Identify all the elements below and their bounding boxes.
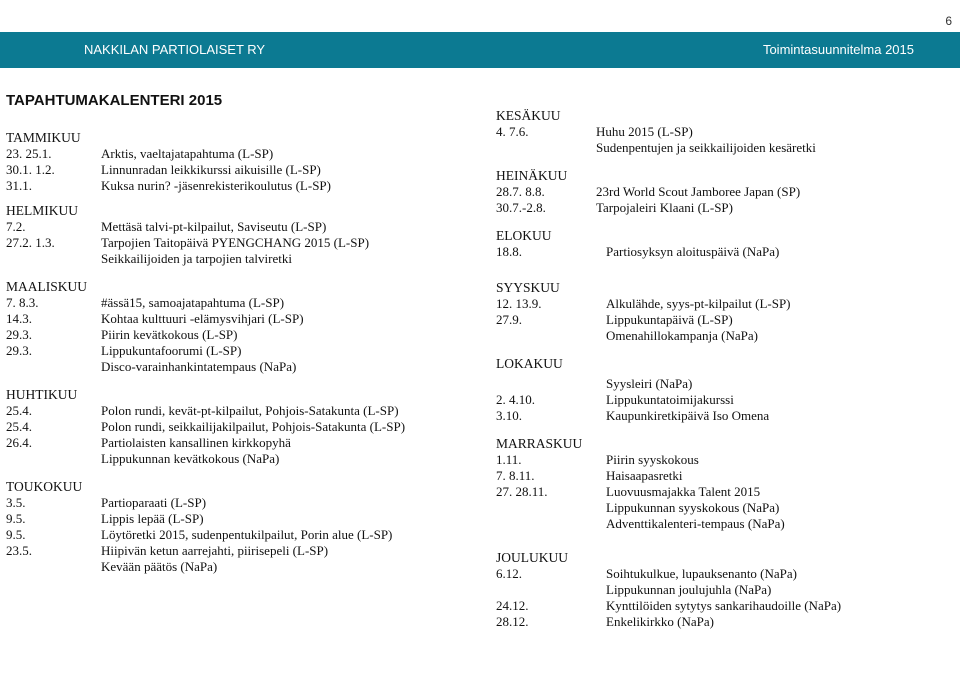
event-row bbox=[6, 162, 466, 178]
event-row bbox=[496, 598, 956, 614]
month-heading: SYYSKUU bbox=[496, 280, 560, 295]
event-row bbox=[6, 543, 466, 559]
month-list bbox=[496, 124, 956, 156]
event-date: 23. 25.1. bbox=[6, 146, 52, 161]
month-heading: MAALISKUU bbox=[6, 279, 87, 294]
event-row bbox=[6, 451, 466, 467]
event-text: Hiipivän ketun aarrejahti, piirisepeli (L-SP) bbox=[101, 543, 329, 558]
month-heading: JOULUKUU bbox=[496, 550, 568, 565]
event-text: Kuksa nurin? -jäsenrekisterikoulutus (L-SP) bbox=[101, 178, 331, 193]
event-row bbox=[6, 235, 466, 251]
event-text: Lippukunnan joulujuhla (NaPa) bbox=[606, 582, 772, 597]
event-text: Kaupunkiretkipäivä Iso Omena bbox=[606, 408, 770, 423]
event-row bbox=[6, 327, 466, 343]
event-row bbox=[496, 312, 956, 328]
month-list bbox=[496, 296, 956, 344]
event-row bbox=[496, 140, 956, 156]
event-row bbox=[496, 376, 956, 392]
event-date: 1.11. bbox=[496, 452, 522, 467]
event-row bbox=[6, 495, 466, 511]
event-row bbox=[496, 582, 956, 598]
event-text: Seikkailijoiden ja tarpojien talviretki bbox=[101, 251, 292, 266]
month-list bbox=[6, 403, 466, 467]
event-row bbox=[6, 419, 466, 435]
event-text: Mettäsä talvi-pt-kilpailut, Saviseutu (L-SP) bbox=[101, 219, 327, 234]
event-date: 2. 4.10. bbox=[496, 392, 535, 407]
event-text: Polon rundi, seikkailijakilpailut, Pohjois-Satakunta (L-SP) bbox=[101, 419, 406, 434]
event-row bbox=[496, 296, 956, 312]
event-row bbox=[6, 359, 466, 375]
header-doc-title: Toimintasuunnitelma 2015 bbox=[762, 42, 914, 57]
event-date: 29.3. bbox=[6, 327, 32, 342]
month-list bbox=[496, 184, 956, 216]
event-date: 14.3. bbox=[6, 311, 32, 326]
event-text: Lippukunnan syyskokous (NaPa) bbox=[606, 500, 780, 515]
event-row bbox=[6, 403, 466, 419]
event-date: 24.12. bbox=[496, 598, 529, 613]
month-list bbox=[496, 452, 956, 532]
event-text: Löytöretki 2015, sudenpentukilpailut, Porin alue (L-SP) bbox=[101, 527, 393, 542]
event-row bbox=[496, 408, 956, 424]
event-text: #ässä15, samoajatapahtuma (L-SP) bbox=[101, 295, 285, 310]
event-text: Lippukunnan kevätkokous (NaPa) bbox=[101, 451, 280, 466]
month-list bbox=[6, 295, 466, 375]
event-text: Tarpojien Taitopäivä PYENGCHANG 2015 (L-SP) bbox=[101, 235, 370, 250]
event-date: 23.5. bbox=[6, 543, 32, 558]
event-row bbox=[496, 328, 956, 344]
event-row bbox=[496, 566, 956, 582]
page-title: TAPAHTUMAKALENTERI 2015 bbox=[6, 92, 223, 109]
event-text: Piirin kevätkokous (L-SP) bbox=[101, 327, 238, 342]
event-text: Sudenpentujen ja seikkailijoiden kesäretki bbox=[596, 140, 816, 155]
event-text: Kevään päätös (NaPa) bbox=[101, 559, 218, 574]
event-date: 25.4. bbox=[6, 419, 32, 434]
event-date: 4. 7.6. bbox=[496, 124, 529, 139]
event-date: 29.3. bbox=[6, 343, 32, 358]
event-row bbox=[496, 124, 956, 140]
month-list bbox=[6, 495, 466, 575]
event-row bbox=[496, 200, 956, 216]
event-text: Kynttilöiden sytytys sankarihaudoille (NaPa) bbox=[606, 598, 842, 613]
event-row bbox=[496, 392, 956, 408]
event-date: 18.8. bbox=[496, 244, 522, 259]
event-text: Partiolaisten kansallinen kirkkopyhä bbox=[101, 435, 291, 450]
event-date: 7. 8.11. bbox=[496, 468, 535, 483]
event-date: 28.12. bbox=[496, 614, 529, 629]
month-list bbox=[6, 146, 466, 194]
event-text: Soihtukulkue, lupauksenanto (NaPa) bbox=[606, 566, 797, 581]
event-row bbox=[496, 484, 956, 500]
event-row bbox=[6, 178, 466, 194]
event-text: Partioparaati (L-SP) bbox=[101, 495, 207, 510]
month-list bbox=[496, 244, 956, 260]
header-org: NAKKILAN PARTIOLAISET RY bbox=[84, 42, 266, 57]
event-text: Luovuusmajakka Talent 2015 bbox=[606, 484, 761, 499]
event-text: Adventtikalenteri-tempaus (NaPa) bbox=[606, 516, 785, 531]
month-heading: HUHTIKUU bbox=[6, 387, 78, 402]
month-heading: KESÄKUU bbox=[496, 108, 561, 123]
event-text: Tarpojaleiri Klaani (L-SP) bbox=[596, 200, 733, 215]
event-row bbox=[496, 244, 956, 260]
event-text: Lippis lepää (L-SP) bbox=[101, 511, 204, 526]
event-row bbox=[496, 500, 956, 516]
event-row bbox=[496, 614, 956, 630]
event-text: Disco-varainhankintatempaus (NaPa) bbox=[101, 359, 297, 374]
event-date: 3.10. bbox=[496, 408, 522, 423]
event-date: 6.12. bbox=[496, 566, 522, 581]
month-heading: HEINÄKUU bbox=[496, 168, 568, 183]
event-row bbox=[6, 251, 466, 267]
event-text: Syysleiri (NaPa) bbox=[606, 376, 693, 391]
event-row bbox=[6, 146, 466, 162]
month-list bbox=[496, 376, 956, 424]
event-date: 9.5. bbox=[6, 511, 26, 526]
left-column bbox=[6, 130, 466, 575]
event-row bbox=[6, 435, 466, 451]
event-date: 26.4. bbox=[6, 435, 32, 450]
event-text: Partiosyksyn aloituspäivä (NaPa) bbox=[606, 244, 780, 259]
event-date: 3.5. bbox=[6, 495, 26, 510]
event-text: Huhu 2015 (L-SP) bbox=[596, 124, 693, 139]
event-row bbox=[496, 184, 956, 200]
event-date: 12. 13.9. bbox=[496, 296, 542, 311]
month-heading: TOUKOKUU bbox=[6, 479, 83, 494]
event-text: Lippukuntatoimijakurssi bbox=[606, 392, 734, 407]
event-text: Lippukuntafoorumi (L-SP) bbox=[101, 343, 242, 358]
event-row bbox=[496, 516, 956, 532]
event-date: 27.2. 1.3. bbox=[6, 235, 55, 250]
right-column bbox=[496, 108, 956, 630]
event-text: Enkelikirkko (NaPa) bbox=[606, 614, 714, 629]
month-heading: ELOKUU bbox=[496, 228, 552, 243]
event-date: 31.1. bbox=[6, 178, 32, 193]
event-date: 27.9. bbox=[496, 312, 522, 327]
page-number: 6 bbox=[945, 14, 952, 28]
event-text: Polon rundi, kevät-pt-kilpailut, Pohjois-Satakunta (L-SP) bbox=[101, 403, 399, 418]
event-text: Kohtaa kulttuuri -elämysvihjari (L-SP) bbox=[101, 311, 304, 326]
event-date: 25.4. bbox=[6, 403, 32, 418]
event-row bbox=[6, 511, 466, 527]
event-text: Omenahillokampanja (NaPa) bbox=[606, 328, 758, 343]
event-text: Linnunradan leikkikurssi aikuisille (L-SP) bbox=[101, 162, 321, 177]
month-heading: LOKAKUU bbox=[496, 356, 563, 371]
event-text: Haisaapasretki bbox=[606, 468, 683, 483]
event-text: 23rd World Scout Jamboree Japan (SP) bbox=[596, 184, 801, 199]
event-row bbox=[6, 559, 466, 575]
event-row bbox=[6, 527, 466, 543]
event-date: 7. 8.3. bbox=[6, 295, 39, 310]
header-band bbox=[0, 32, 960, 68]
event-text: Alkulähde, syys-pt-kilpailut (L-SP) bbox=[606, 296, 791, 311]
event-date: 30.7.-2.8. bbox=[496, 200, 546, 215]
month-heading: HELMIKUU bbox=[6, 203, 78, 218]
event-text: Piirin syyskokous bbox=[606, 452, 699, 467]
event-row bbox=[6, 295, 466, 311]
month-list bbox=[6, 219, 466, 267]
event-date: 27. 28.11. bbox=[496, 484, 548, 499]
month-list bbox=[496, 566, 956, 630]
event-date: 9.5. bbox=[6, 527, 26, 542]
event-row bbox=[496, 452, 956, 468]
event-row bbox=[6, 311, 466, 327]
event-date: 28.7. 8.8. bbox=[496, 184, 545, 199]
event-row bbox=[6, 343, 466, 359]
event-row bbox=[496, 468, 956, 484]
event-text: Lippukuntapäivä (L-SP) bbox=[606, 312, 733, 327]
month-heading: TAMMIKUU bbox=[6, 130, 81, 145]
event-text: Arktis, vaeltajatapahtuma (L-SP) bbox=[101, 146, 274, 161]
month-heading: MARRASKUU bbox=[496, 436, 583, 451]
event-date: 30.1. 1.2. bbox=[6, 162, 55, 177]
event-row bbox=[6, 219, 466, 235]
event-date: 7.2. bbox=[6, 219, 26, 234]
